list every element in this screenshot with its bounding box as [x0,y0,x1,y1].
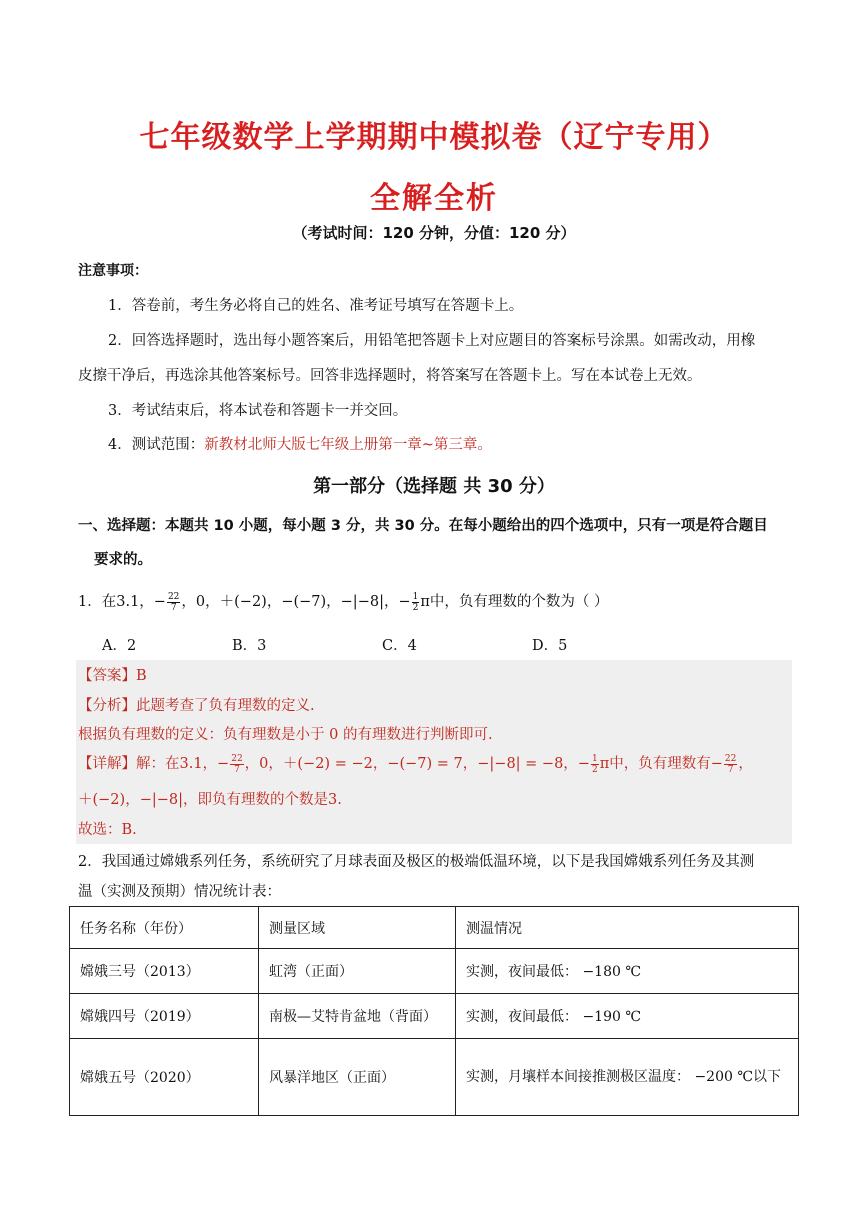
option-b: B．3 [232,638,267,654]
table-cell: 南极—艾特肯盆地（背面） [259,994,456,1039]
q1-mid: ，0，＋(−2)，−(−7)，−|−8|，− [181,594,411,610]
note-2-line-2: 皮擦干净后，再选涂其他答案标号。回答非选择题时，将答案写在答题卡上。写在本试卷上无效。 [78,368,702,384]
detail-prefix: 【详解】解：在3.1，− [78,756,230,772]
table-cell: 风暴洋地区（正面） [259,1039,456,1116]
table-cell: 嫦娥五号（2020） [70,1039,259,1116]
analysis-line-2: 根据负有理数的定义：负有理数是小于 0 的有理数进行判断即可. [78,727,493,743]
note-3: 3．考试结束后，将本试卷和答题卡一并交回。 [108,403,408,419]
table-header-cell: 测温情况 [456,907,799,949]
analysis-line-1: 【分析】此题考查了负有理数的定义. [78,698,315,714]
detail-end: ， [738,756,753,772]
q1-prefix: 1．在 [78,594,117,610]
table-row [70,1039,799,1116]
detail-line-1 [78,752,753,775]
detail-tail: π中，负有理数有− [599,756,723,772]
fraction-22-7: $\frac{22}{7}$ [724,753,737,775]
table-header-cell: 任务名称（年份） [70,907,259,949]
note-1: 1．答卷前，考生务必将自己的姓名、准考证号填写在答题卡上。 [108,298,524,314]
table-header-row [70,907,799,949]
note-2-line-1: 2．回答选择题时，选出每小题答案后，用铅笔把答题卡上对应题目的答案标号涂黑。如需改动，用橡 [108,333,756,349]
option-a: A．2 [102,638,137,654]
table-cell: 实测，月壤样本间接推测极区温度： −200 ℃以下 [456,1039,799,1116]
table-header-cell: 测量区域 [259,907,456,949]
note-4-scope: 新教材北师大版七年级上册第一章~第三章。 [204,437,492,453]
question-2-line-1: 2．我国通过嫦娥系列任务，系统研究了月球表面及极区的极端低温环境，以下是我国嫦娥系列任务及其测 [78,854,755,870]
answer-label: 【答案】B [78,668,147,684]
q1-neg: − [153,594,166,610]
table-cell: 实测，夜间最低： −190 ℃ [456,994,799,1039]
note-4 [108,433,492,454]
part-title: 第一部分（选择题 共 30 分） [313,476,555,497]
fraction-22-7: $\frac{22}{7}$ [231,753,243,775]
choose-line: 故选：B. [78,822,137,838]
notes-heading: 注意事项： [78,263,148,279]
q1-tail: π中，负有理数的个数为（ ） [420,594,609,610]
option-d: D．5 [532,638,568,654]
table-row [70,994,799,1039]
fraction-1-2: $\frac{1}{2}$ [412,591,419,613]
q1-n1: 3.1， [116,594,154,610]
section-instructions-line-1: 一、选择题：本题共 10 小题，每小题 3 分，共 30 分。在每小题给出的四个选项中，只有一项是符合题目 [78,518,768,534]
question-1-stem [78,590,608,613]
table-cell: 嫦娥三号（2013） [70,949,259,994]
note-4-prefix: 4．测试范围： [108,437,205,453]
mission-table [69,906,799,1116]
answer-box [76,660,792,844]
detail-line-2: ＋(−2)，−|−8|，即负有理数的个数是3. [78,792,342,808]
table-cell: 嫦娥四号（2019） [70,994,259,1039]
page-title: 七年级数学上学期期中模拟卷（辽宁专用） [139,120,729,155]
page-subtitle: 全解全析 [370,181,498,216]
option-c: C．4 [382,638,417,654]
table-row [70,949,799,994]
question-2-line-2: 温（实测及预期）情况统计表： [78,884,281,900]
table-cell: 实测，夜间最低： −180 ℃ [456,949,799,994]
exam-info: （考试时间：120 分钟，分值：120 分） [292,224,576,242]
fraction-1-2: $\frac{1}{2}$ [591,753,598,775]
fraction-22-7: $\frac{22}{7}$ [167,591,180,613]
section-instructions-line-2: 要求的。 [94,552,152,568]
detail-mid: ，0，＋(−2) = −2，−(−7) = 7，−|−8| = −8，− [244,756,590,772]
table-cell: 虹湾（正面） [259,949,456,994]
